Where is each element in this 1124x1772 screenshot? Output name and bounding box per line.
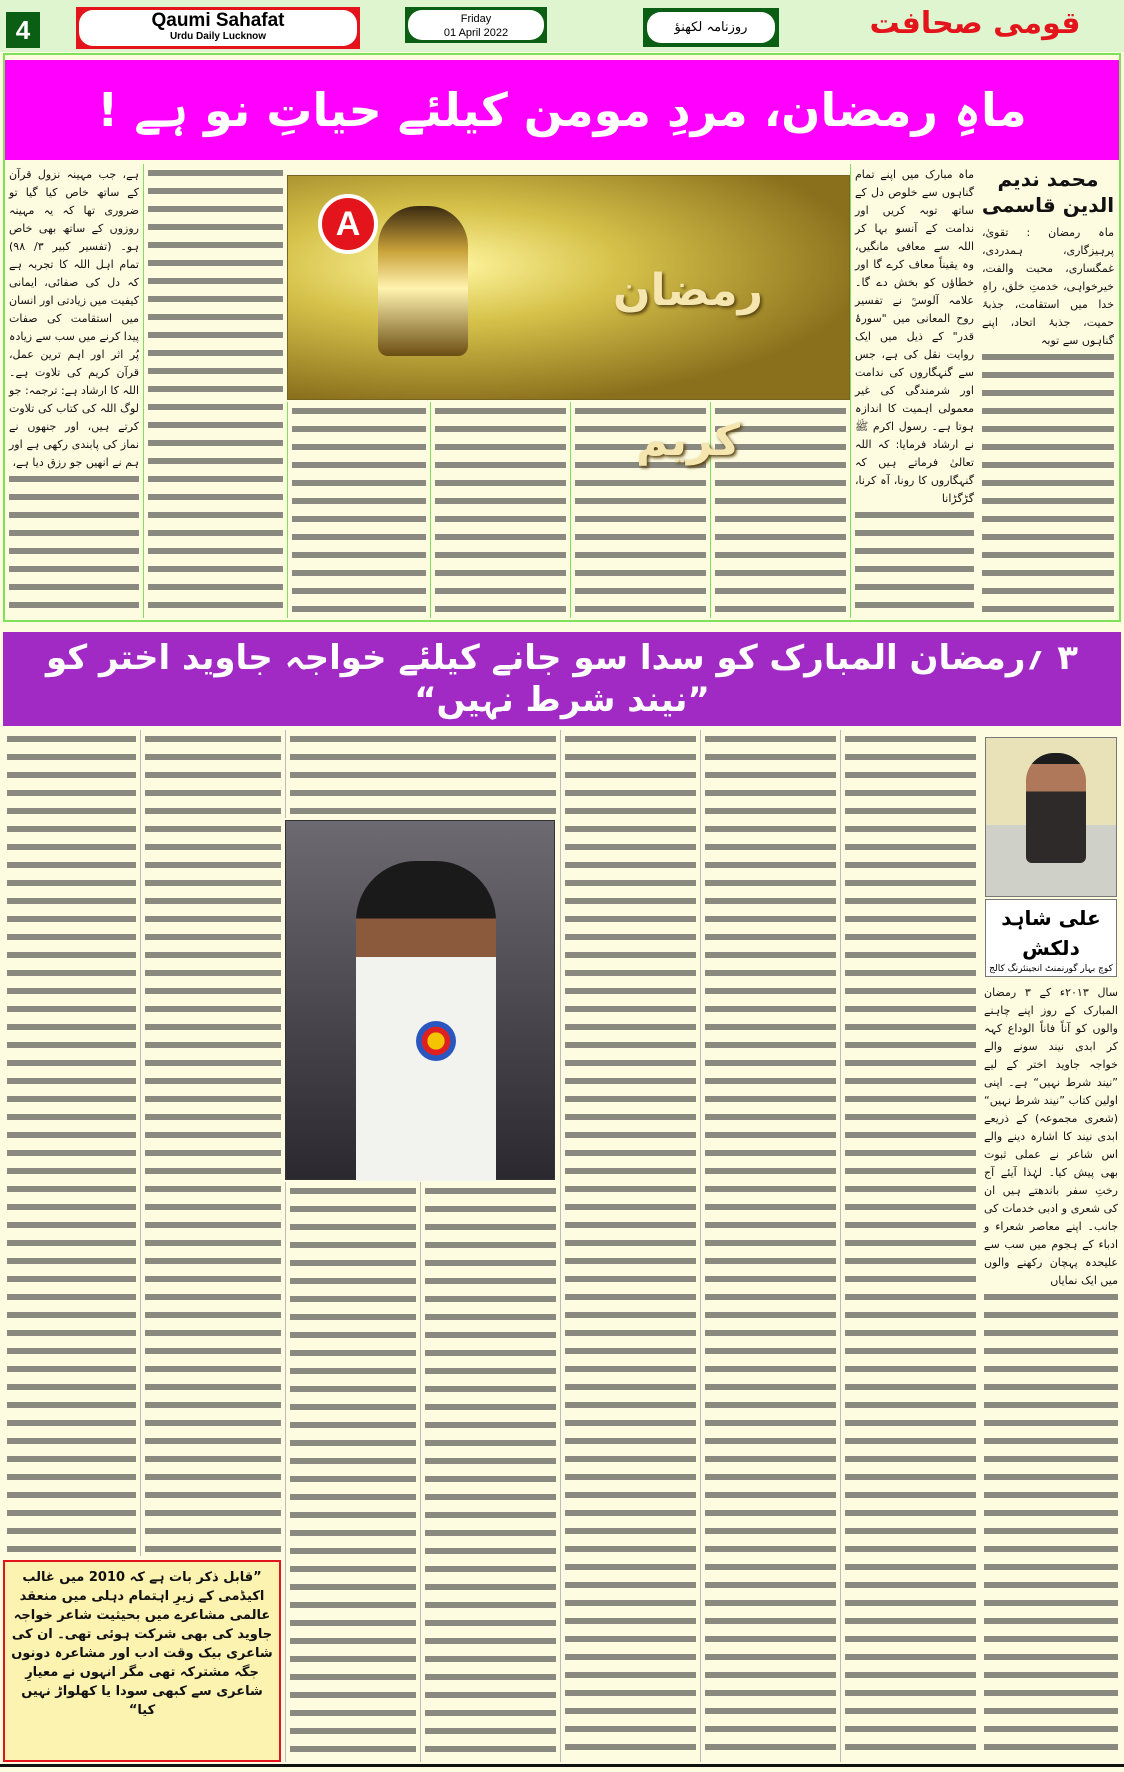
lantern-icon bbox=[378, 206, 468, 356]
article-2-column bbox=[285, 1182, 420, 1762]
article-2-column bbox=[140, 730, 285, 1556]
page-number: 4 bbox=[6, 12, 40, 48]
article-1-column bbox=[143, 164, 287, 618]
article-1-byline-column bbox=[978, 164, 1118, 618]
article-2-column bbox=[285, 730, 560, 818]
article-2-column bbox=[3, 730, 140, 1556]
column-text: ماہ رمضان : تقویٰ، پرہیزگاری، ہمدردی، غمگساری، محبت والفت، خیرخواہی، خدمتِ خلق، راہِ خدا میں استقامت، جذبۂ حمیت، جذبۂ اتحاد، اپنے گناہوں سے توبہ bbox=[982, 224, 1114, 350]
article-1-headline: ماہِ رمضان، مردِ مومن کیلئے حیاتِ نو ہے ! bbox=[5, 60, 1119, 160]
poet-performing-photo bbox=[285, 820, 555, 1180]
bottom-rule bbox=[0, 1764, 1124, 1767]
date-label: 01 April 2022 bbox=[443, 27, 509, 39]
author-figure bbox=[1026, 753, 1086, 863]
ramadan-lantern-image bbox=[287, 175, 850, 466]
article-2-column bbox=[700, 730, 840, 1762]
article-2-column bbox=[840, 730, 980, 1762]
column-text: ماہ مبارک میں اپنے تمام گناہوں سے خلوص دل کے ساتھ توبہ کریں اور ندامت کے آنسو بہا کر اللہ سے معافی مانگیں، وہ یقیناً معاف کرے گا اور خطاؤں کو بخش دے گا۔ علامہ آلوسیؒ نے تفسیر روح المعانی میں "سورۂ قدر" کے ذیل میں ایک روایت نقل کی ہے، جس سے گنہگاروں کی ندامت اور شرمندگی کی غیر معمولی اہمیت کا اندازہ ہوتا ہے۔ رسول اکرم ﷺ نے ارشاد فرمایا: کہ اللہ تعالیٰ فرماتے ہیں کہ گنہگاروں کا رونا، آہ کرنا، گڑگڑانا bbox=[855, 166, 974, 508]
column-text: سال ۲۰۱۳ء کے ۳ رمضان المبارک کے روز اپنے چاہنے والوں کو آناً فاناً الوداع کہہ کر ابدی نیند سونے والے خواجہ جاوید اختر کے لیے ”نیند شرط نہیں“ ہے۔ اپنی اولین کتاب ”نیند شرط نہیں“ (شعری مجموعہ) کے ذریعے ابدی نیند کا اشارہ دینے والے اس شاعر نے عملی ثبوت بھی پیش کیا۔ لہٰذا آیئے آج رختِ سفر باندھتے ہیں ان کی شعری و ادبی خدمات کی جانب۔ اپنے معاصر شعراء و ادباء کے ہجوم میں سب سے علیحدہ پہچان رکھنے والوں میں ایک نمایاں bbox=[984, 984, 1118, 1290]
brand-name: Qaumi Sahafat bbox=[151, 10, 285, 31]
article-1-column bbox=[5, 164, 143, 618]
author-photo bbox=[985, 737, 1117, 897]
article-2-column bbox=[560, 730, 700, 1762]
article-1-column bbox=[430, 402, 570, 618]
article-2-column bbox=[980, 982, 1122, 1762]
column-text: ہے، جب مہینہ نزول قرآن کے ساتھ خاص کیا گیا تو ضروری تھا کہ یہ مہینہ روزوں کے ساتھ بھی خاص ہو۔ (تفسیر کبیر ۳/ ۹۸) تمام اہل اللہ کا تجربہ ہے کہ دل کی صفائی، ایمانی کیفیت میں زیادتی اور انسان میں استقامت کی صفات پیدا کرنے میں سب سے زیادہ پُر اثر اور اہم ترین عمل، قرآن کریم کی تلاوت ہے۔ اللہ کا ارشاد ہے: ترجمہ: جو لوگ اللہ کی کتاب کی تلاوت کرتے ہیں، اور جنھوں نے نماز کی پابندی رکھی ہے اور ہم نے انھیں جو رزق دیا ہے، bbox=[9, 166, 139, 472]
author-name: علی شاہد دلکش bbox=[1001, 906, 1101, 960]
author-byline-box bbox=[985, 899, 1117, 977]
day-label: Friday bbox=[460, 13, 492, 25]
article-1-column bbox=[978, 222, 1118, 618]
date-box bbox=[405, 7, 547, 43]
rosette-badge-icon bbox=[416, 1021, 456, 1061]
article-1-column bbox=[850, 164, 978, 618]
brand-subtitle: Urdu Daily Lucknow bbox=[169, 31, 267, 42]
logo-a-icon: A bbox=[318, 194, 378, 254]
article-2-column bbox=[420, 1182, 560, 1762]
roznama-label: روزنامہ لکھنؤ bbox=[647, 12, 775, 43]
article-2-headline: ۳ ؍رمضان المبارک کو سدا سو جانے کیلئے خواجہ جاوید اختر کو ”نیند شرط نہیں“ bbox=[3, 632, 1121, 726]
roznama-box bbox=[643, 8, 779, 47]
article-1-byline: محمد ندیم الدین قاسمی bbox=[978, 164, 1118, 222]
pull-quote-box: ”قابل ذکر بات ہے کہ 2010 میں غالب اکیڈمی کے زیرِ اہتمام دہلی میں منعقد عالمی مشاعرے میں بحیثیت شاعر خواجہ جاوید کی بھی شرکت ہوئی تھی۔ ان کی شاعری بیک وقت ادب اور مشاعرہ دونوں جگہ مشترکہ تھی مگر انہوں نے معیارِ شاعری سے کبھی سودا یا کھلواڑ نہیں کیا“ bbox=[3, 1560, 281, 1762]
brand-box bbox=[76, 7, 360, 49]
brand-urdu-logo: قومی صحافت bbox=[869, 6, 1081, 41]
article-1-column bbox=[287, 402, 430, 618]
author-designation: کوچ بہار گورنمنٹ انجینئرنگ کالج bbox=[989, 964, 1113, 974]
ramadan-calligraphy: رمضان کریم bbox=[612, 265, 763, 466]
poet-figure bbox=[356, 861, 496, 1181]
